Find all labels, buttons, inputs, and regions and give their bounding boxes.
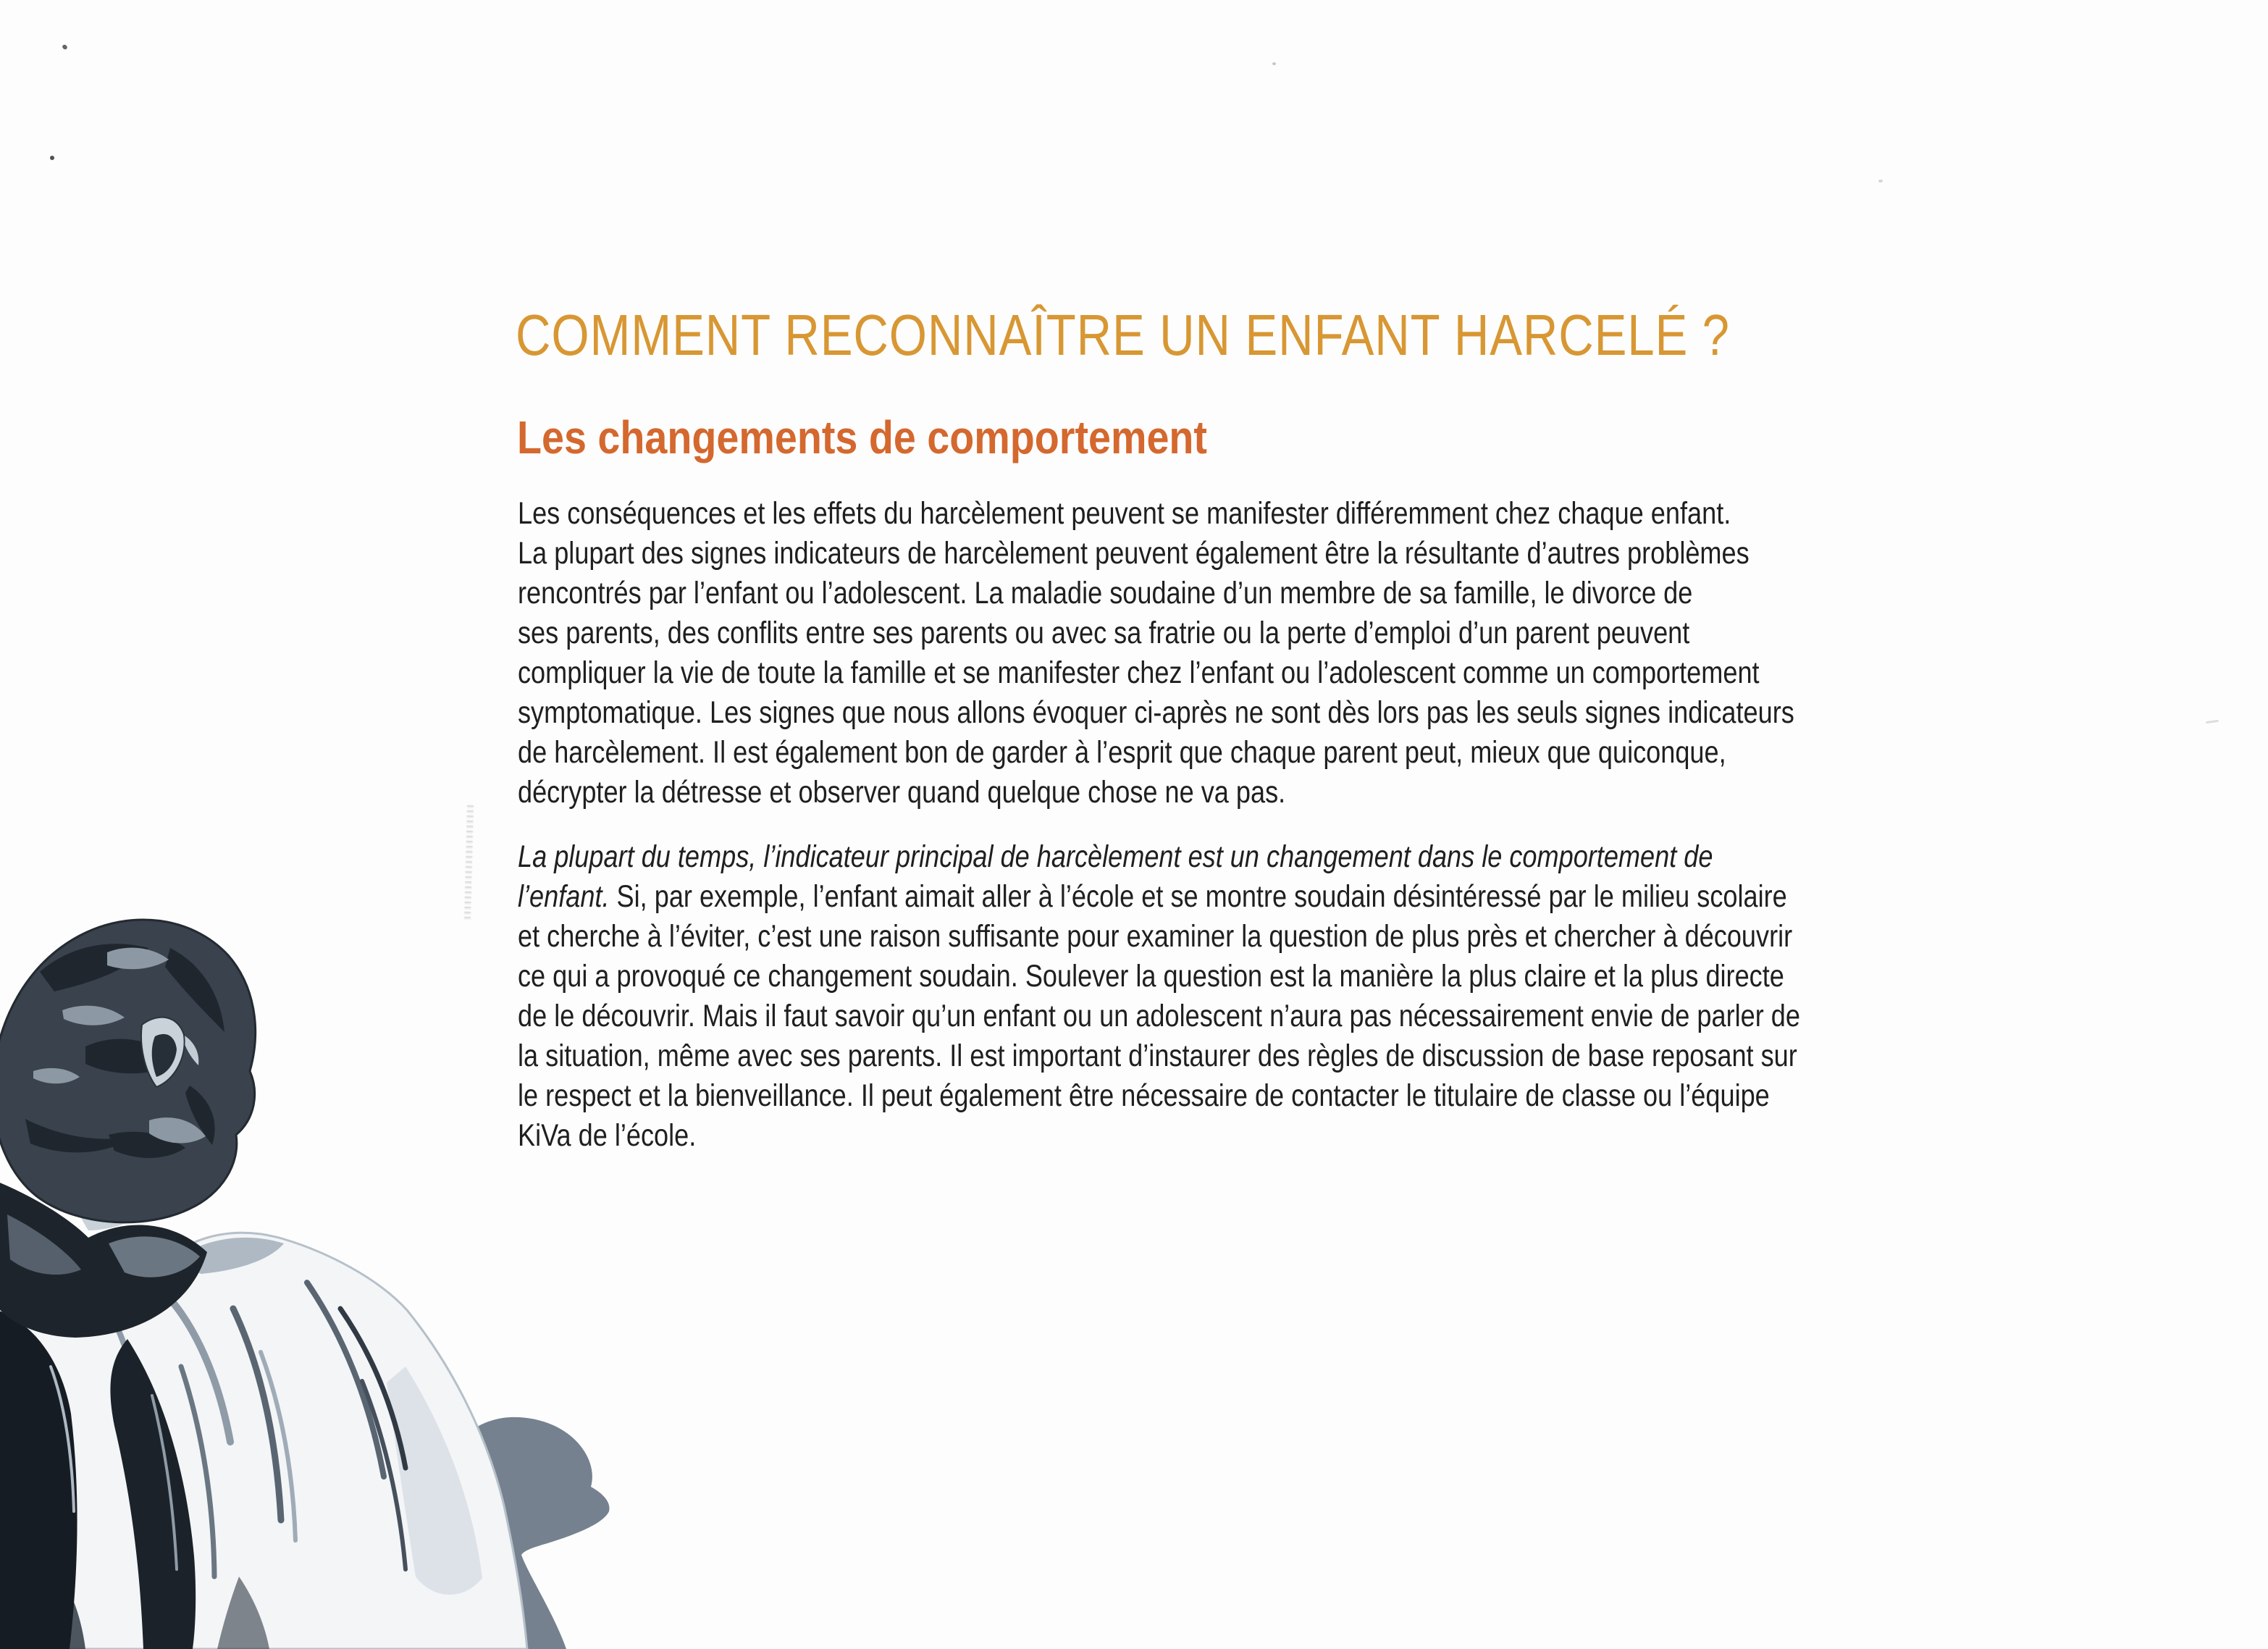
paragraph-behaviour-intro [518, 494, 1794, 813]
paragraph-line: KiVa de l’école. [518, 1118, 697, 1153]
paragraph-line: compliquer la vie de toute la famille et se manifester chez l’enfant ou l’adolescent comme un comportement [518, 655, 1760, 690]
section-heading: Les changements de comportement [517, 411, 1207, 463]
paragraph-line: décrypter la détresse et observer quand quelque chose ne va pas. [518, 775, 1286, 810]
regular-segment: Si, par exemple, l’enfant aimait aller à l’école et se montre soudain désintéressé par le milieu scolaire [609, 879, 1787, 914]
scan-speck [50, 156, 54, 160]
hair [0, 920, 256, 1222]
scan-speck [1272, 62, 1276, 65]
page-title: COMMENT RECONNAÎTRE UN ENFANT HARCELÉ ? [516, 303, 1730, 367]
paragraph-line: Les conséquences et les effets du harcèlement peuvent se manifester différemment chez chaque enfant. [518, 496, 1731, 531]
paragraph-line: le respect et la bienveillance. Il peut également être nécessaire de contacter le titulaire de classe ou l’équipe [518, 1078, 1770, 1113]
scan-speck [1878, 180, 1883, 182]
italic-segment: l’enfant. [518, 879, 610, 914]
paragraph-line: de harcèlement. Il est également bon de garder à l’esprit que chaque parent peut, mieux que quiconque, [518, 735, 1726, 770]
paragraph-line: ses parents, des conflits entre ses parents ou avec sa fratrie ou la perte d’emploi d’un parent peuvent [518, 616, 1690, 650]
scan-speck [2206, 720, 2219, 723]
paragraph-line: la situation, même avec ses parents. Il est important d’instaurer des règles de discussion de base reposant sur [518, 1039, 1797, 1073]
paragraph-line: symptomatique. Les signes que nous allons évoquer ci-après ne sont dès lors pas les seuls signes indicateurs [518, 695, 1794, 730]
bullied-child-illustration [0, 903, 797, 1649]
scan-speck [62, 43, 68, 50]
paragraph-line-italic: La plupart du temps, l’indicateur principal de harcèlement est un changement dans le comportement de [518, 839, 1713, 874]
paragraph-line: rencontrés par l’enfant ou l’adolescent. La maladie soudaine d’un membre de sa famille, le divorce de [518, 576, 1693, 610]
paragraph-line: de le découvrir. Mais il faut savoir qu’un enfant ou un adolescent n’aura pas nécessairement envie de parler de [518, 999, 1800, 1033]
paragraph-line: et cherche à l’éviter, c’est une raison suffisante pour examiner la question de plus près et chercher à découvrir [518, 919, 1793, 954]
paragraph-line: La plupart des signes indicateurs de harcèlement peuvent également être la résultante d’autres problèmes [518, 536, 1750, 571]
paragraph-line: ce qui a provoqué ce changement soudain. Soulever la question est la manière la plus claire et la plus directe [518, 959, 1784, 994]
